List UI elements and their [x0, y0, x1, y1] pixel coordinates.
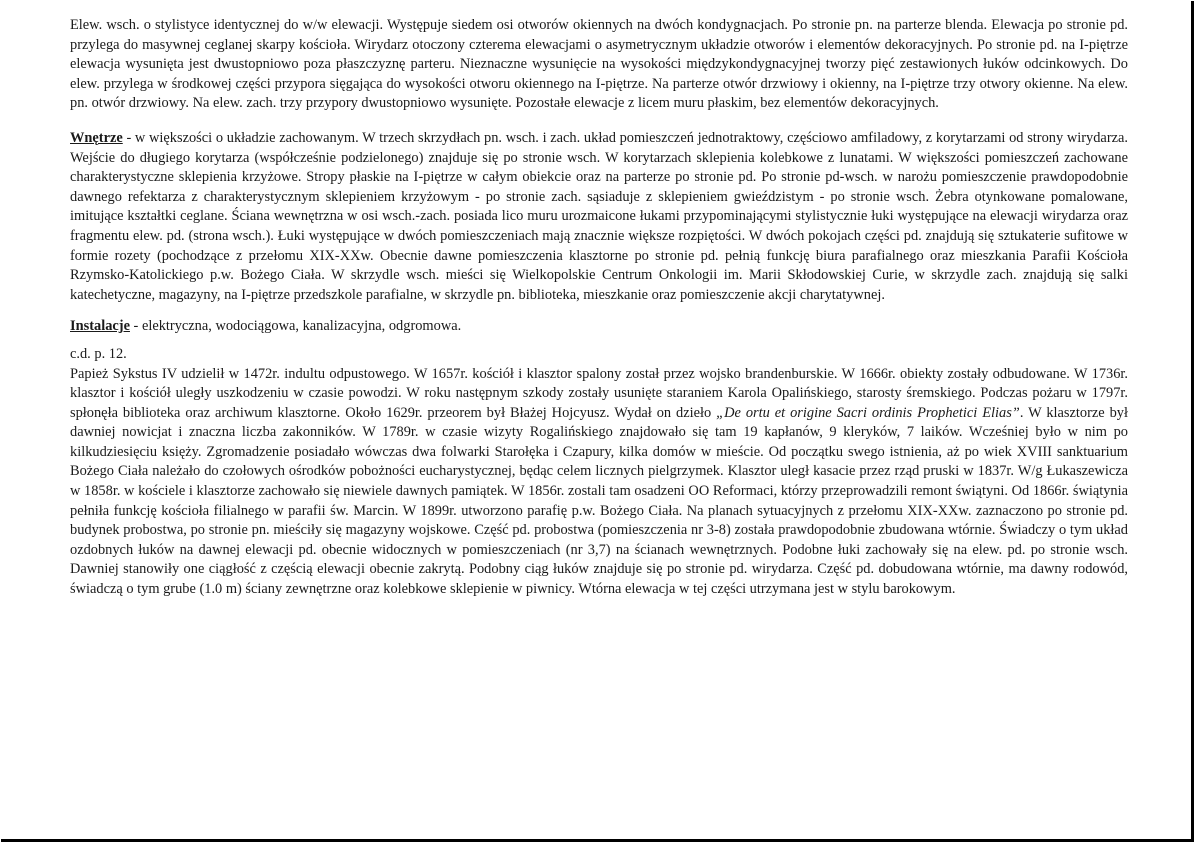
work-title: „De ortu et origine Sacri ordinis Prophetici Elias” — [716, 404, 1020, 421]
installations-heading: Instalacje — [70, 318, 130, 335]
paragraph-spacer — [70, 114, 1128, 129]
installations-paragraph — [70, 317, 1128, 337]
interior-heading: Wnętrze — [70, 129, 123, 146]
paragraph-spacer — [70, 337, 1128, 345]
history-paragraph — [70, 365, 1128, 600]
interior-paragraph — [70, 129, 1128, 305]
document-page — [70, 16, 1128, 600]
installations-text: - elektryczna, wodociągowa, kanalizacyjna, odgromowa. — [129, 318, 462, 335]
history-text-part1: Papież Sykstus IV udzielił w 1472r. indultu odpustowego. W 1657r. kościół i klasztor spalony został przez wojsko brandenburskie. W 1666r. obiekty zostały odbudowane. W 1736r. klasztor i kościół uległy uszkodzeniu w czasie powodzi. W roku następnym szkody zostały usunięte staraniem Karola Opalińskiego, starosty śremskiego. Podczas pożaru w 1797r. spłonęła biblioteka oraz archiwum klasztorne. Około 1629r. przeorem był Błażej Hojcyusz. Wydał on dzieło — [70, 365, 1128, 421]
elevation-paragraph: Elew. wsch. o stylistyce identycznej do w/w elewacji. Występuje siedem osi otworów okiennych na dwóch kondygnacjach. Po stronie pn. na parterze blenda. Elewacja po stronie pd. przylega do masywnej ceglanej skarpy kościoła. Wirydarz otoczony czterema elewacjami o asymetrycznym układzie otworów i elementów dekoracyjnych. Po stronie pd. na I-piętrze elewacja wysunięta jest dwustopniowo poza płaszczyznę parteru. Nieznaczne wysunięcie na wysokości międzykondygnacyjnej tworzy pięć zestawionych łuków odcinkowych. Do elew. przylega w środkowej części przypora sięgająca do wysokości otworu okiennego na I-piętrze. Na parterze otwór drzwiowy i okienny, na I-piętrze trzy otwory okienne. Na elew. pn. otwór drzwiowy. Na elew. zach. trzy przypory dwustopniowo wysunięte. Pozostałe elewacje z licem muru płaskim, bez elementów dekoracyjnych. — [70, 17, 1128, 112]
continuation-reference: c.d. p. 12. — [70, 345, 127, 362]
interior-text: - w większości o układzie zachowanym. W trzech skrzydłach pn. wsch. i zach. układ pomieszczeń jednotraktowy, częściowo amfiladowy, z korytarzami od strony wirydarza. Wejście do długiego korytarza (współcześnie podzielonego) znajduje się po stronie wsch. W korytarzach sklepienia kolebkowe z lunatami. W większości pomieszczeń zachowane charakterystyczne sklepienia krzyżowe. Stropy płaskie na I-piętrze w całym obiekcie oraz na parterze po stronie pd. Po stronie pd-wsch. w narożu pomieszczenie prawdopodobnie dawnego refektarza z charakterystycznym sklepieniem krzyżowym - po stronie zach. sąsiaduje z sklepieniem gwieździstym - po stronie wsch. Żebra otynkowane pomalowane, imitujące kształtki ceglane. Ściana wewnętrzna w osi wsch.-zach. posiada lico muru urozmaicone łukami przypominającymi stylistycznie łuki występujące na elewacji wirydarza oraz fragmentu elew. pd. (strona wsch.). Łuki występujące w dwóch pomieszczeniach mają znacznie większe rozpiętości. W dwóch pokojach części pd. znajdują się sztukaterie sufitowe w formie rozety (pochodzące z przełomu XIX-XXw. Obecnie dawne pomieszczenia klasztorne po stronie pd. pełnią funkcję biura parafialnego oraz mieszkania Parafii Kościoła Rzymsko-Katolickiego p.w. Bożego Ciała. W skrzydle wsch. mieści się Wielkopolskie Centrum Onkologii im. Marii Skłodowskiej Curie, w skrzydle zach. znajdują się salki katechetyczne, magazyny, na I-piętrze przedszkole parafialne, w skrzydle pn. biblioteka, mieszkanie oraz pomieszczenie akcji charytatywnej. — [70, 129, 1128, 303]
paragraph-spacer — [70, 305, 1128, 317]
history-text-part2: . W klasztorze był dawniej nowicjat i znaczna liczba zakonników. W 1789r. w czasie wizyty Rogalińskiego znajdowało się tam 19 kapłanów, 9 kleryków, 7 laików. Wcześniej było w nim po kilkudziesięciu księży. Zgromadzenie posiadało wówczas dwa folwarki Starołęka i Czapury, kilka domów w mieście. Od początku swego istnienia, aż po wiek XVIII sanktuarium Bożego Ciała należało do czołowych ośrodków pobożności eucharystycznej, będąc celem licznych pielgrzymek. Klasztor uległ kasacie przez rząd pruski w 1837r. W/g Łukaszewicza w 1858r. w kościele i klasztorze zachowało się niewiele dawnych pamiątek. W 1856r. zostali tam osadzeni OO Reformaci, którzy przeprowadzili remont świątyni. Od 1866r. świątynia pełniła funkcję kościoła filialnego w parafii św. Marcin. W 1899r. utworzono parafię p.w. Bożego Ciała. Na planach sytuacyjnych z przełomu XIX-XXw. zaznaczono po stronie pd. budynek probostwa, po stronie pn. mieściły się magazyny wojskowe. Część pd. probostwa (pomieszczenia nr 3-8) została prawdopodobnie zbudowana wtórnie. Świadczy o tym układ ozdobnych łuków na dawnej elewacji pd. obecnie widocznych w pomieszczeniach (nr 3,7) na ścianach wewnętrznych. Podobne łuki zachowały się na elew. pd. po stronie wsch. Dawniej stanowiły one ciągłość z częścią elewacji obecnie zakrytą. Podobny ciąg łuków znajduje się po stronie pd. wirydarza. Część pd. dobudowana wtórnie, ma dawny rodowód, świadczą o tym grube (1.0 m) ściany zewnętrzne oraz kolebkowe sklepienie w piwnicy. Wtórna elewacja w tej części utrzymana jest w stylu barokowym. — [70, 404, 1128, 598]
